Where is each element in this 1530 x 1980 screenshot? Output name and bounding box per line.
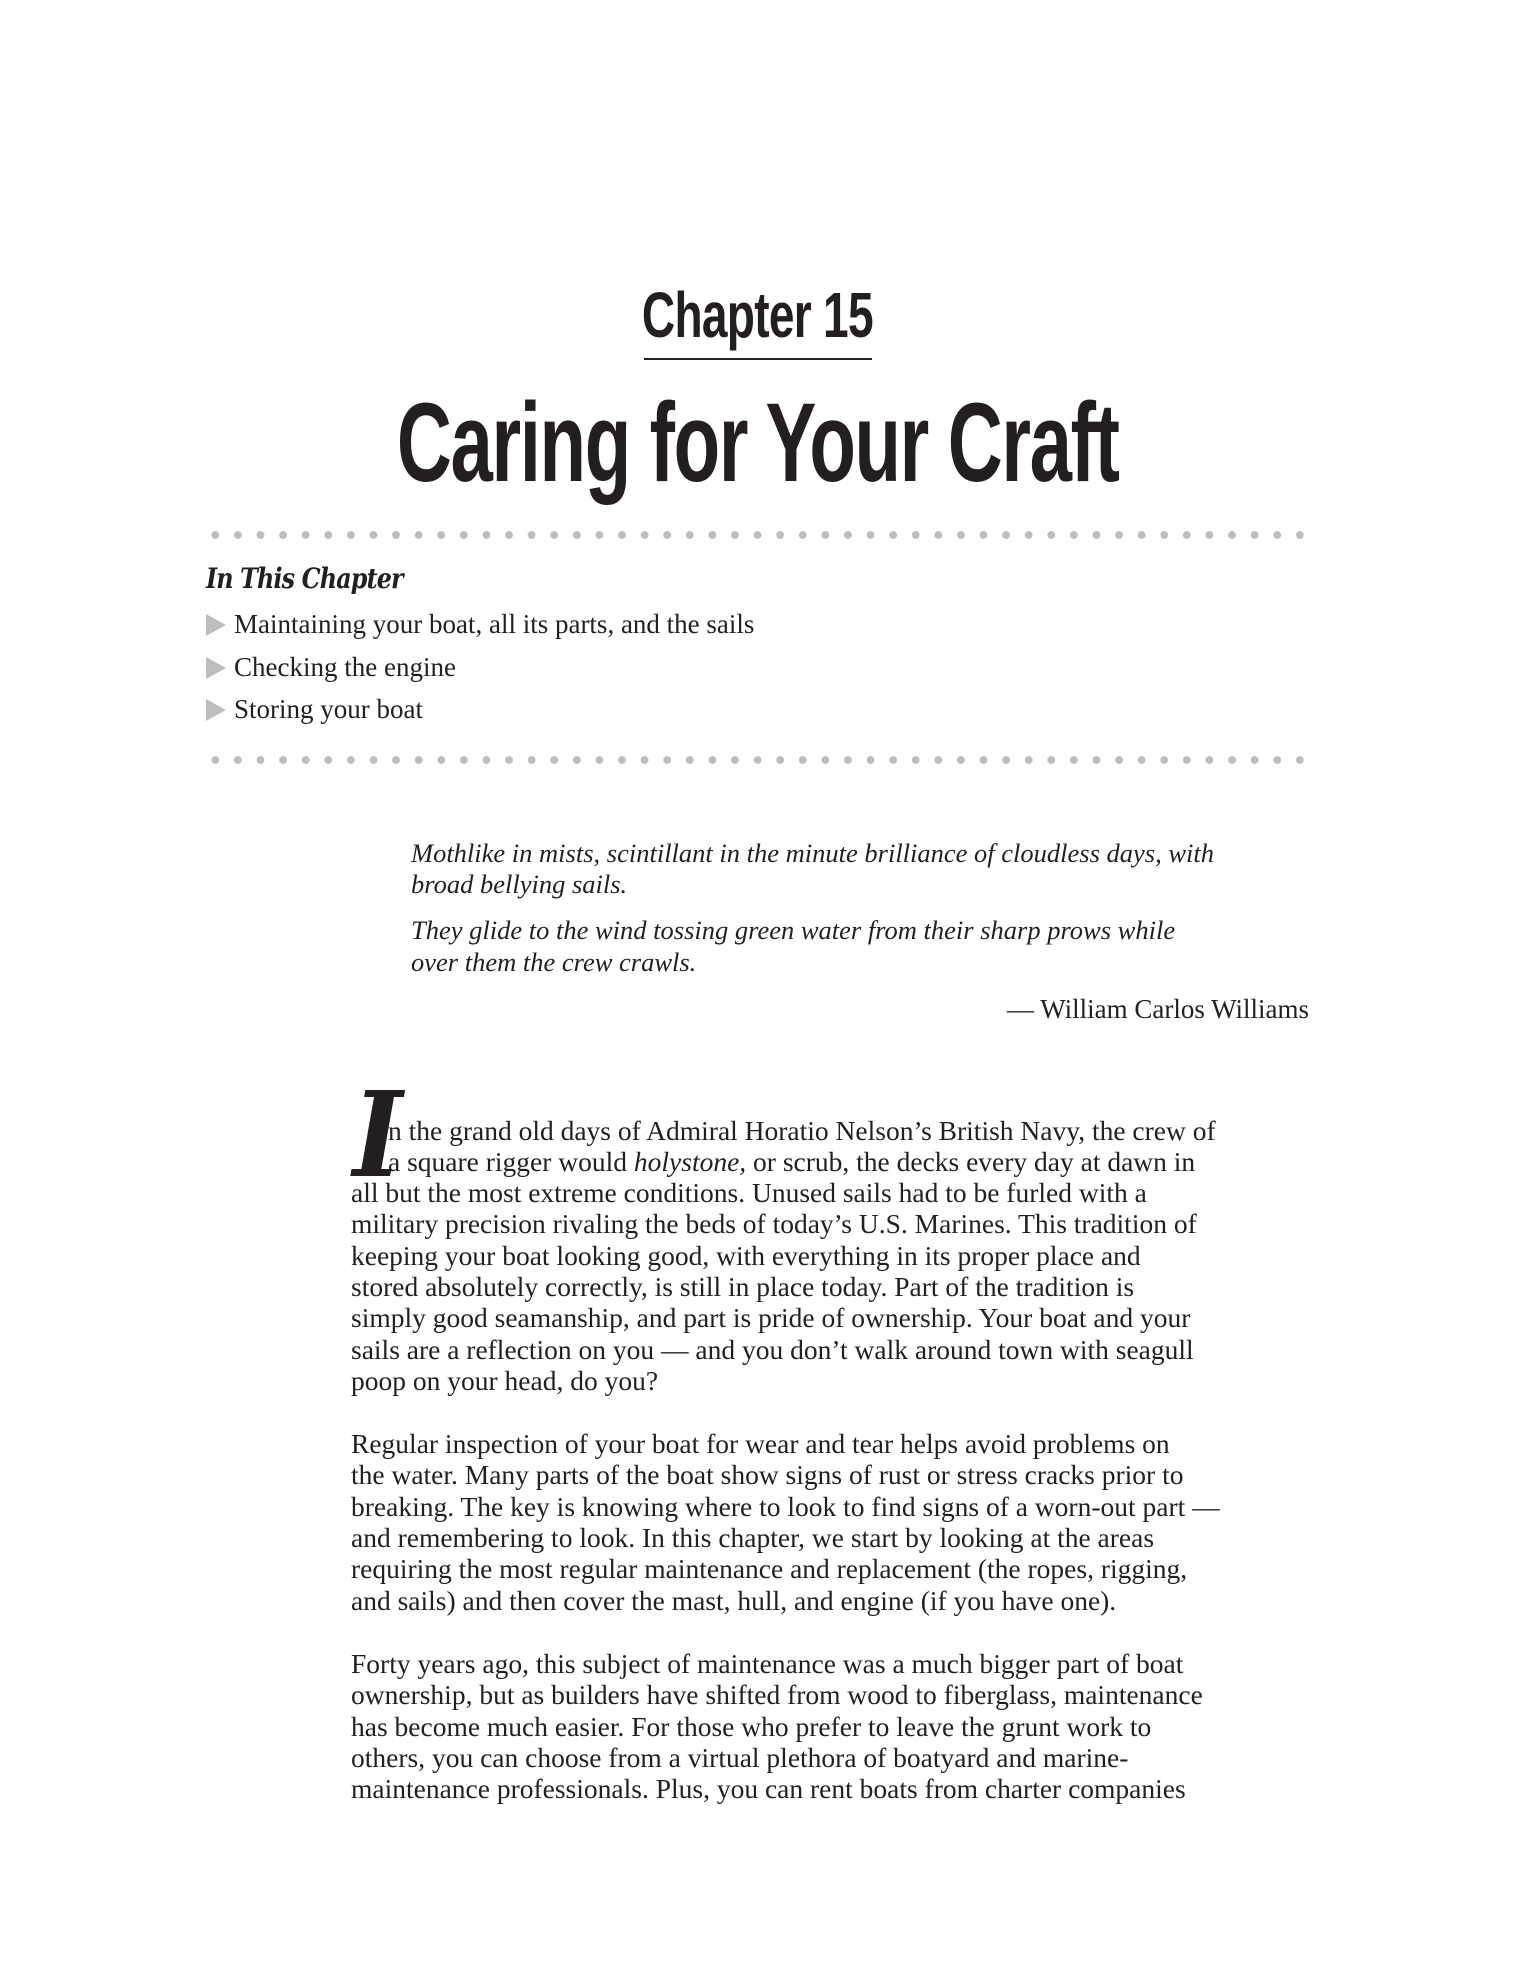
body-text: or scrub, the decks every day at dawn in (746, 1146, 1196, 1177)
body-line: ownership, but as builders have shifted from wood to fiberglass, maintenance (351, 1679, 1203, 1711)
body-line: sails are a reflection on you — and you don’t walk around town with seagull (351, 1333, 1194, 1365)
body-line: stored absolutely correctly, is still in place today. Part of the tradition is (351, 1270, 1135, 1302)
body-line: and sails) and then cover the mast, hull, and engine (if you have one). (351, 1584, 1117, 1616)
dotted-divider-bottom (204, 755, 1312, 765)
body-line: keeping your boat looking good, with everything in its proper place and (351, 1239, 1141, 1271)
emphasis-term: holystone, (633, 1146, 747, 1177)
in-this-chapter-heading: In This Chapter (206, 562, 403, 595)
body-line: all but the most extreme conditions. Unused sails had to be furled with a (351, 1177, 1147, 1208)
body-line: Regular inspection of your boat for wear and tear helps avoid problems on (351, 1428, 1170, 1459)
topic-text: Storing your boat (234, 694, 423, 724)
triangle-bullet-icon (206, 614, 226, 636)
body-line (388, 1146, 1195, 1177)
body-line: has become much easier. For those who prefer to leave the grunt work to (351, 1710, 1152, 1742)
epigraph-line: They glide to the wind tossing green water from their sharp prows while (411, 915, 1176, 945)
chapter-underline (644, 358, 872, 360)
chapter-number (0, 278, 1515, 352)
drop-cap: I (352, 1065, 403, 1204)
chapter-topic (206, 609, 754, 640)
body-line: requiring the most regular maintenance and replacement (the ropes, rigging, (351, 1553, 1188, 1585)
body-line: military precision rivaling the beds of today’s U.S. Marines. This tradition of (351, 1208, 1197, 1240)
body-line: breaking. The key is knowing where to look to find signs of a worn-out part — (351, 1490, 1220, 1522)
epigraph-line: over them the crew crawls. (411, 947, 697, 977)
chapter-topic (206, 694, 423, 725)
body-text: a square rigger would (388, 1146, 634, 1177)
dotted-divider-top (204, 530, 1312, 540)
epigraph-attribution: — William Carlos Williams (1006, 994, 1309, 1024)
body-line: and remembering to look. In this chapter, we start by looking at the areas (351, 1521, 1155, 1553)
triangle-bullet-icon (206, 657, 226, 679)
topic-text: Maintaining your boat, all its parts, and the sails (234, 609, 755, 639)
body-line: maintenance professionals. Plus, you can rent boats from charter companies (351, 1773, 1186, 1805)
body-line: Forty years ago, this subject of maintenance was a much bigger part of boat (351, 1648, 1184, 1679)
epigraph-line: broad bellying sails. (411, 869, 628, 899)
chapter-number-text: Chapter 15 (642, 279, 873, 351)
chapter-title (0, 378, 1515, 507)
epigraph-line: Mothlike in mists, scintillant in the minute brilliance of cloudless days, with (411, 838, 1215, 868)
body-line: poop on your head, do you? (351, 1364, 659, 1396)
body-line: the water. Many parts of the boat show signs of rust or stress cracks prior to (351, 1459, 1184, 1491)
body-line: simply good seamanship, and part is pride of ownership. Your boat and your (351, 1302, 1191, 1334)
triangle-bullet-icon (206, 699, 226, 721)
chapter-title-text: Caring for Your Craft (396, 380, 1119, 505)
chapter-topic (206, 652, 456, 683)
body-line: n the grand old days of Admiral Horatio Nelson’s British Navy, the crew of (388, 1115, 1216, 1146)
topic-text: Checking the engine (234, 652, 456, 682)
body-line: others, you can choose from a virtual plethora of boatyard and marine- (351, 1741, 1129, 1773)
